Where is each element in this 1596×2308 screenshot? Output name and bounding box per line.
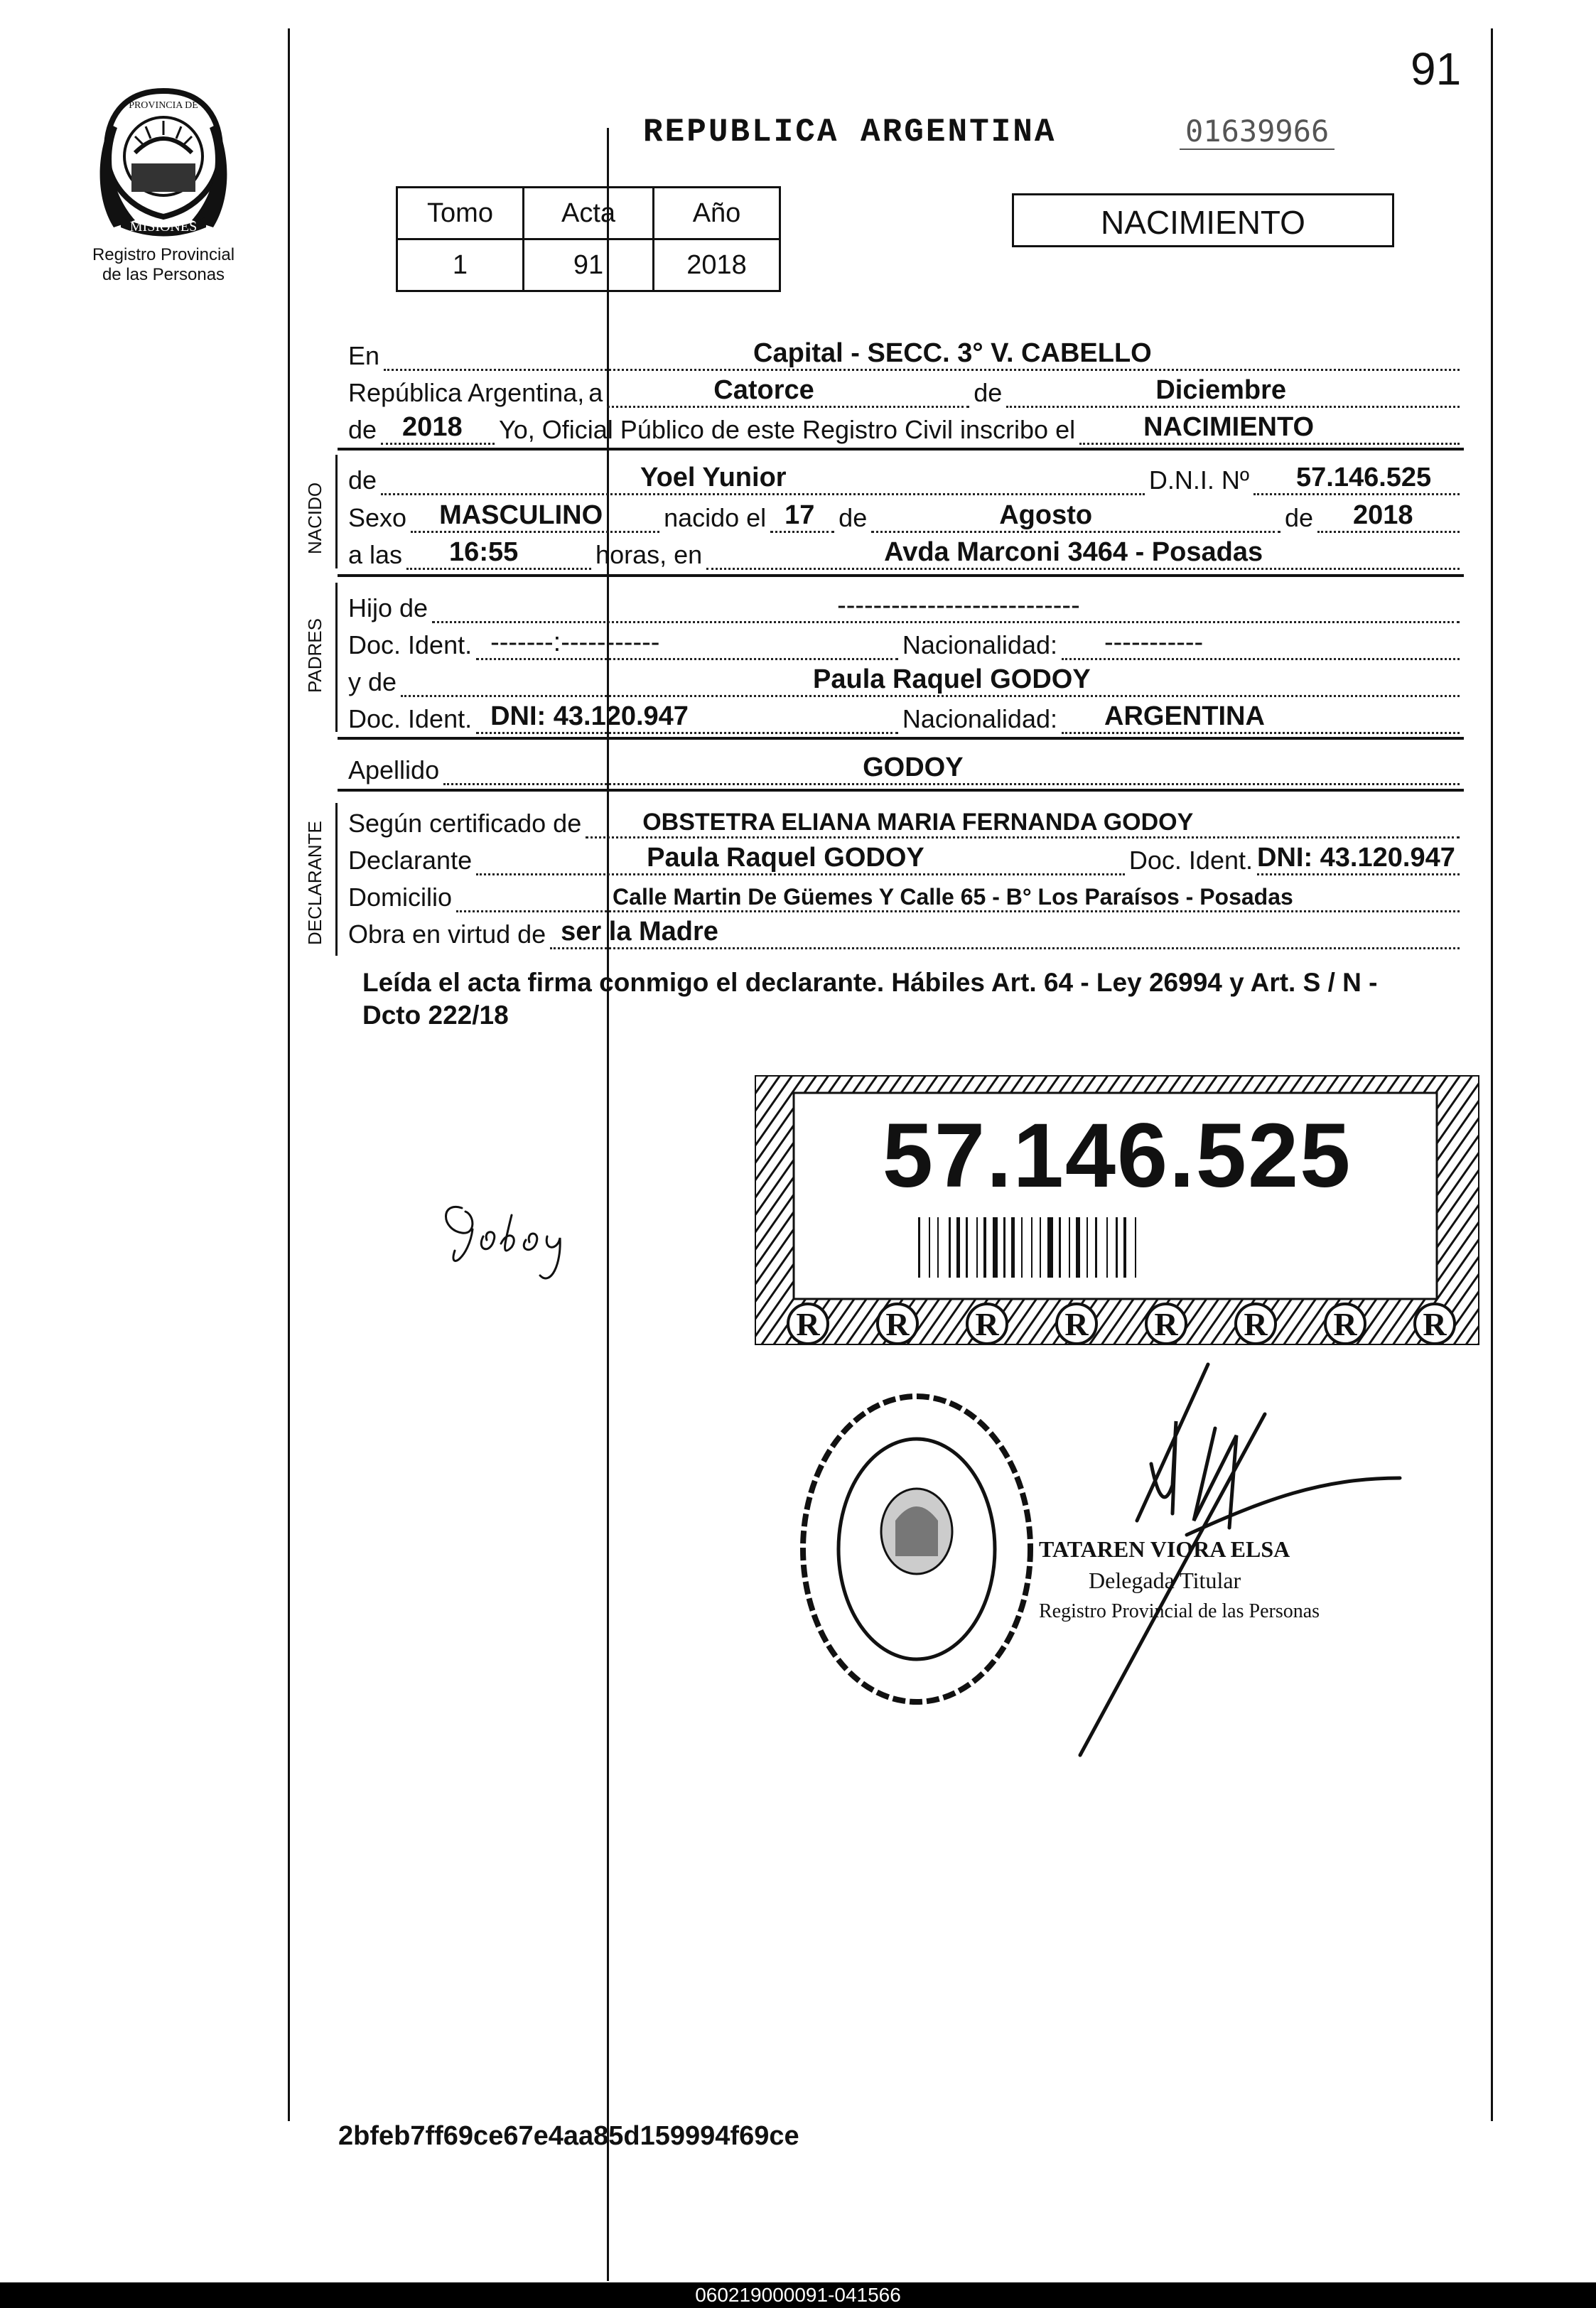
- fill-birth-day: [770, 502, 834, 533]
- nacido-bar: [335, 455, 338, 568]
- label-de-month: de: [839, 503, 868, 532]
- label-hijo-de: Hijo de: [348, 593, 428, 622]
- declarant-signature: [433, 1180, 618, 1286]
- row-republica: [348, 371, 1464, 408]
- barcode-bar: [956, 1217, 960, 1278]
- oficial-text: Yo, Oficial Público de este Registro Civil inscribo el: [499, 415, 1076, 444]
- label-domicilio: Domicilio: [348, 883, 453, 912]
- declarante-label: DECLARANTE: [304, 821, 325, 945]
- fill-en: [384, 340, 1460, 371]
- barcode-bar: [993, 1217, 998, 1278]
- barcode-bar: [949, 1217, 951, 1278]
- table-value-anio: 2018: [654, 239, 780, 291]
- value-obra: ser la Madre: [561, 917, 718, 947]
- value-doc-ident-2: DNI: 43.120.947: [490, 701, 689, 731]
- value-sexo: MASCULINO: [439, 500, 603, 530]
- rule-padres: [338, 737, 1464, 740]
- barcode-bar: [1087, 1217, 1088, 1278]
- label-de2: de: [348, 415, 377, 444]
- row-nacido-sexo: [348, 496, 1464, 533]
- fill-month: [1006, 377, 1460, 408]
- value-en: Capital - SECC. 3° V. CABELLO: [753, 338, 1152, 368]
- label-doc-declarante: Doc. Ident.: [1128, 846, 1253, 875]
- value-dni: 57.146.525: [1296, 463, 1432, 492]
- row-en: [348, 334, 1464, 371]
- label-doc-ident-2: Doc. Ident.: [348, 704, 473, 733]
- value-mother: Paula Raquel GODOY: [813, 664, 1091, 694]
- row-hijo-de: [348, 586, 1464, 623]
- row-nacido-hora: [348, 533, 1464, 570]
- declarante-bar: [335, 803, 338, 956]
- label-apellido: Apellido: [348, 755, 440, 784]
- barcode-bar: [1040, 1217, 1041, 1278]
- value-domicilio: Calle Martin De Güemes Y Calle 65 - B° Los Paraísos - Posadas: [613, 884, 1293, 910]
- value-declarante: Paula Raquel GODOY: [647, 843, 924, 873]
- fill-year: [381, 414, 495, 445]
- fill-time: [406, 539, 591, 570]
- label-nacido-de: de: [348, 465, 377, 495]
- fill-hijo-de: [432, 593, 1460, 623]
- serial-number: 01639966: [1180, 114, 1335, 150]
- table-value-tomo: 1: [397, 239, 524, 291]
- fill-declarante: [476, 845, 1125, 875]
- value-doc-ident-1: -------:-----------: [490, 627, 660, 657]
- sticker-letter: R: [975, 1306, 999, 1342]
- barcode-bar: [966, 1217, 968, 1278]
- fill-dni: [1253, 465, 1460, 495]
- document-hash: 2bfeb7ff69ce67e4aa85d159994f69ce: [338, 2121, 799, 2151]
- label-declarante: Declarante: [348, 846, 473, 875]
- record-type-box: NACIMIENTO: [1012, 193, 1394, 247]
- label-nacido-el: nacido el: [664, 503, 767, 532]
- fill-place: [706, 539, 1460, 570]
- label-y-de: y de: [348, 667, 397, 696]
- fill-domicilio: [456, 882, 1460, 912]
- value-birth-month: Agosto: [999, 500, 1093, 530]
- right-margin-line: [1491, 28, 1493, 2121]
- sticker-letter: R: [1333, 1306, 1357, 1342]
- fill-obra: [550, 919, 1460, 949]
- padres-label: PADRES: [304, 618, 325, 693]
- barcode-bar: [1031, 1217, 1032, 1278]
- official-office: Registro Provincial de las Personas: [1039, 1600, 1320, 1622]
- rule-apellido: [338, 789, 1464, 792]
- barcode-bar: [1095, 1217, 1097, 1278]
- value-month: Diciembre: [1155, 375, 1287, 405]
- value-hijo-de: ---------------------------: [837, 591, 1080, 620]
- barcode-bar: [929, 1217, 930, 1278]
- table-header-acta: Acta: [524, 188, 654, 239]
- row-domicilio: [348, 875, 1464, 912]
- svg-text:MISIONES: MISIONES: [129, 219, 198, 234]
- row-apellido: [348, 748, 1464, 785]
- barcode-bar: [976, 1217, 978, 1278]
- sticker-number: 57.146.525: [882, 1105, 1352, 1207]
- table-header-tomo: Tomo: [397, 188, 524, 239]
- legal-note: Leída el acta firma conmigo el declarante. Hábiles Art. 64 - Ley 26994 y Art. S / N - Dcto 222/18: [362, 968, 1378, 1030]
- value-day: Catorce: [713, 375, 814, 405]
- value-apellido: GODOY: [863, 753, 964, 782]
- footer-code: 060219000091-041566: [0, 2282, 1596, 2308]
- label-segun: Según certificado de: [348, 809, 582, 838]
- barcode-bar: [1135, 1217, 1136, 1278]
- fill-nacionalidad-1: [1062, 627, 1460, 660]
- label-dni: D.N.I. Nº: [1148, 465, 1249, 495]
- fill-nacionalidad-2: [1062, 703, 1460, 734]
- sticker-letter: R: [885, 1306, 910, 1342]
- label-de: de: [974, 378, 1003, 407]
- label-nacionalidad-1: Nacionalidad:: [902, 630, 1057, 659]
- rule-intro: [338, 448, 1464, 451]
- value-doc-declarante: DNI: 43.120.947: [1257, 843, 1455, 873]
- value-birth-day: 17: [784, 500, 815, 530]
- label-republica: República Argentina,: [348, 378, 585, 407]
- fill-name: [381, 465, 1145, 495]
- barcode-bar: [983, 1217, 986, 1278]
- row-obra: [348, 912, 1464, 949]
- provincial-seal-icon: [92, 85, 234, 242]
- value-nacionalidad-1: -----------: [1104, 627, 1204, 657]
- dni-sticker: [755, 1075, 1479, 1345]
- barcode-bar: [1069, 1217, 1070, 1278]
- fill-doc-ident-2: [476, 703, 898, 734]
- barcode-bar: [1076, 1217, 1080, 1278]
- fill-segun: [586, 808, 1460, 838]
- sticker-letter: R: [1064, 1306, 1089, 1342]
- fill-doc-ident-1: [476, 627, 898, 660]
- barcode-bar: [1123, 1217, 1126, 1278]
- table-header-anio: Año: [654, 188, 780, 239]
- row-declarante: [348, 838, 1464, 875]
- official-name: TATAREN VIORA ELSA: [1039, 1536, 1290, 1562]
- sticker-letter: R: [1244, 1306, 1268, 1342]
- label-obra: Obra en virtud de: [348, 920, 546, 949]
- barcode-bar: [1003, 1217, 1005, 1278]
- label-sexo: Sexo: [348, 503, 407, 532]
- padres-bar: [335, 583, 338, 732]
- official-stamp: [789, 1386, 1045, 1713]
- label-a-las: a las: [348, 540, 403, 569]
- official-sign-text: [1039, 1533, 1320, 1627]
- left-margin-line: [288, 28, 290, 2121]
- row-nacido-name: [348, 458, 1464, 495]
- row-oficial: [348, 408, 1464, 445]
- value-place: Avda Marconi 3464 - Posadas: [884, 537, 1263, 567]
- barcode-bar: [1047, 1217, 1053, 1278]
- value-act: NACIMIENTO: [1143, 412, 1315, 442]
- value-year: 2018: [402, 412, 463, 442]
- fill-doc-declarante: [1257, 845, 1460, 875]
- fill-birth-year: [1317, 502, 1460, 533]
- table-value-acta: 91: [524, 239, 654, 291]
- label-de-year: de: [1284, 503, 1313, 532]
- barcode-bar: [1116, 1217, 1118, 1278]
- fill-birth-month: [871, 502, 1280, 533]
- fill-day: [607, 377, 969, 408]
- row-segun: [348, 802, 1464, 838]
- page-number: 91: [1411, 43, 1462, 95]
- barcode-bar: [1021, 1217, 1023, 1278]
- value-birth-year: 2018: [1353, 500, 1413, 530]
- barcode-bar: [937, 1217, 939, 1278]
- barcode-bar: [1106, 1217, 1108, 1278]
- barcode-bar: [1059, 1217, 1061, 1278]
- sticker-letter: R: [1154, 1306, 1178, 1342]
- fill-act: [1079, 414, 1460, 445]
- value-name: Yoel Yunior: [640, 463, 787, 492]
- label-en: En: [348, 341, 380, 370]
- row-y-de: [348, 660, 1464, 697]
- value-segun: OBSTETRA ELIANA MARIA FERNANDA GODOY: [642, 809, 1194, 836]
- fill-mother: [401, 664, 1460, 697]
- rule-nacido: [338, 574, 1464, 577]
- barcode-bar: [1011, 1217, 1015, 1278]
- seal-caption: Registro Provincial de las Personas: [92, 245, 235, 284]
- barcode-bar: [918, 1217, 920, 1278]
- row-doc-ident-1: [348, 623, 1464, 660]
- nacido-label: NACIDO: [304, 482, 325, 554]
- fill-sexo: [411, 502, 659, 533]
- label-doc-ident-1: Doc. Ident.: [348, 630, 473, 659]
- label-a: a: [588, 378, 603, 407]
- svg-text:PROVINCIA DE: PROVINCIA DE: [129, 100, 198, 111]
- sticker-letter: R: [1423, 1306, 1447, 1342]
- label-horas: horas, en: [595, 540, 703, 569]
- sticker-letter: R: [796, 1306, 820, 1342]
- record-table: [396, 186, 781, 292]
- row-doc-ident-2: [348, 697, 1464, 734]
- value-nacionalidad-2: ARGENTINA: [1104, 701, 1265, 731]
- value-time: 16:55: [449, 537, 519, 567]
- document-title: REPUBLICA ARGENTINA: [643, 114, 1057, 151]
- label-nacionalidad-2: Nacionalidad:: [902, 704, 1057, 733]
- fill-apellido: [443, 755, 1460, 785]
- official-title: Delegada Titular: [1089, 1568, 1241, 1593]
